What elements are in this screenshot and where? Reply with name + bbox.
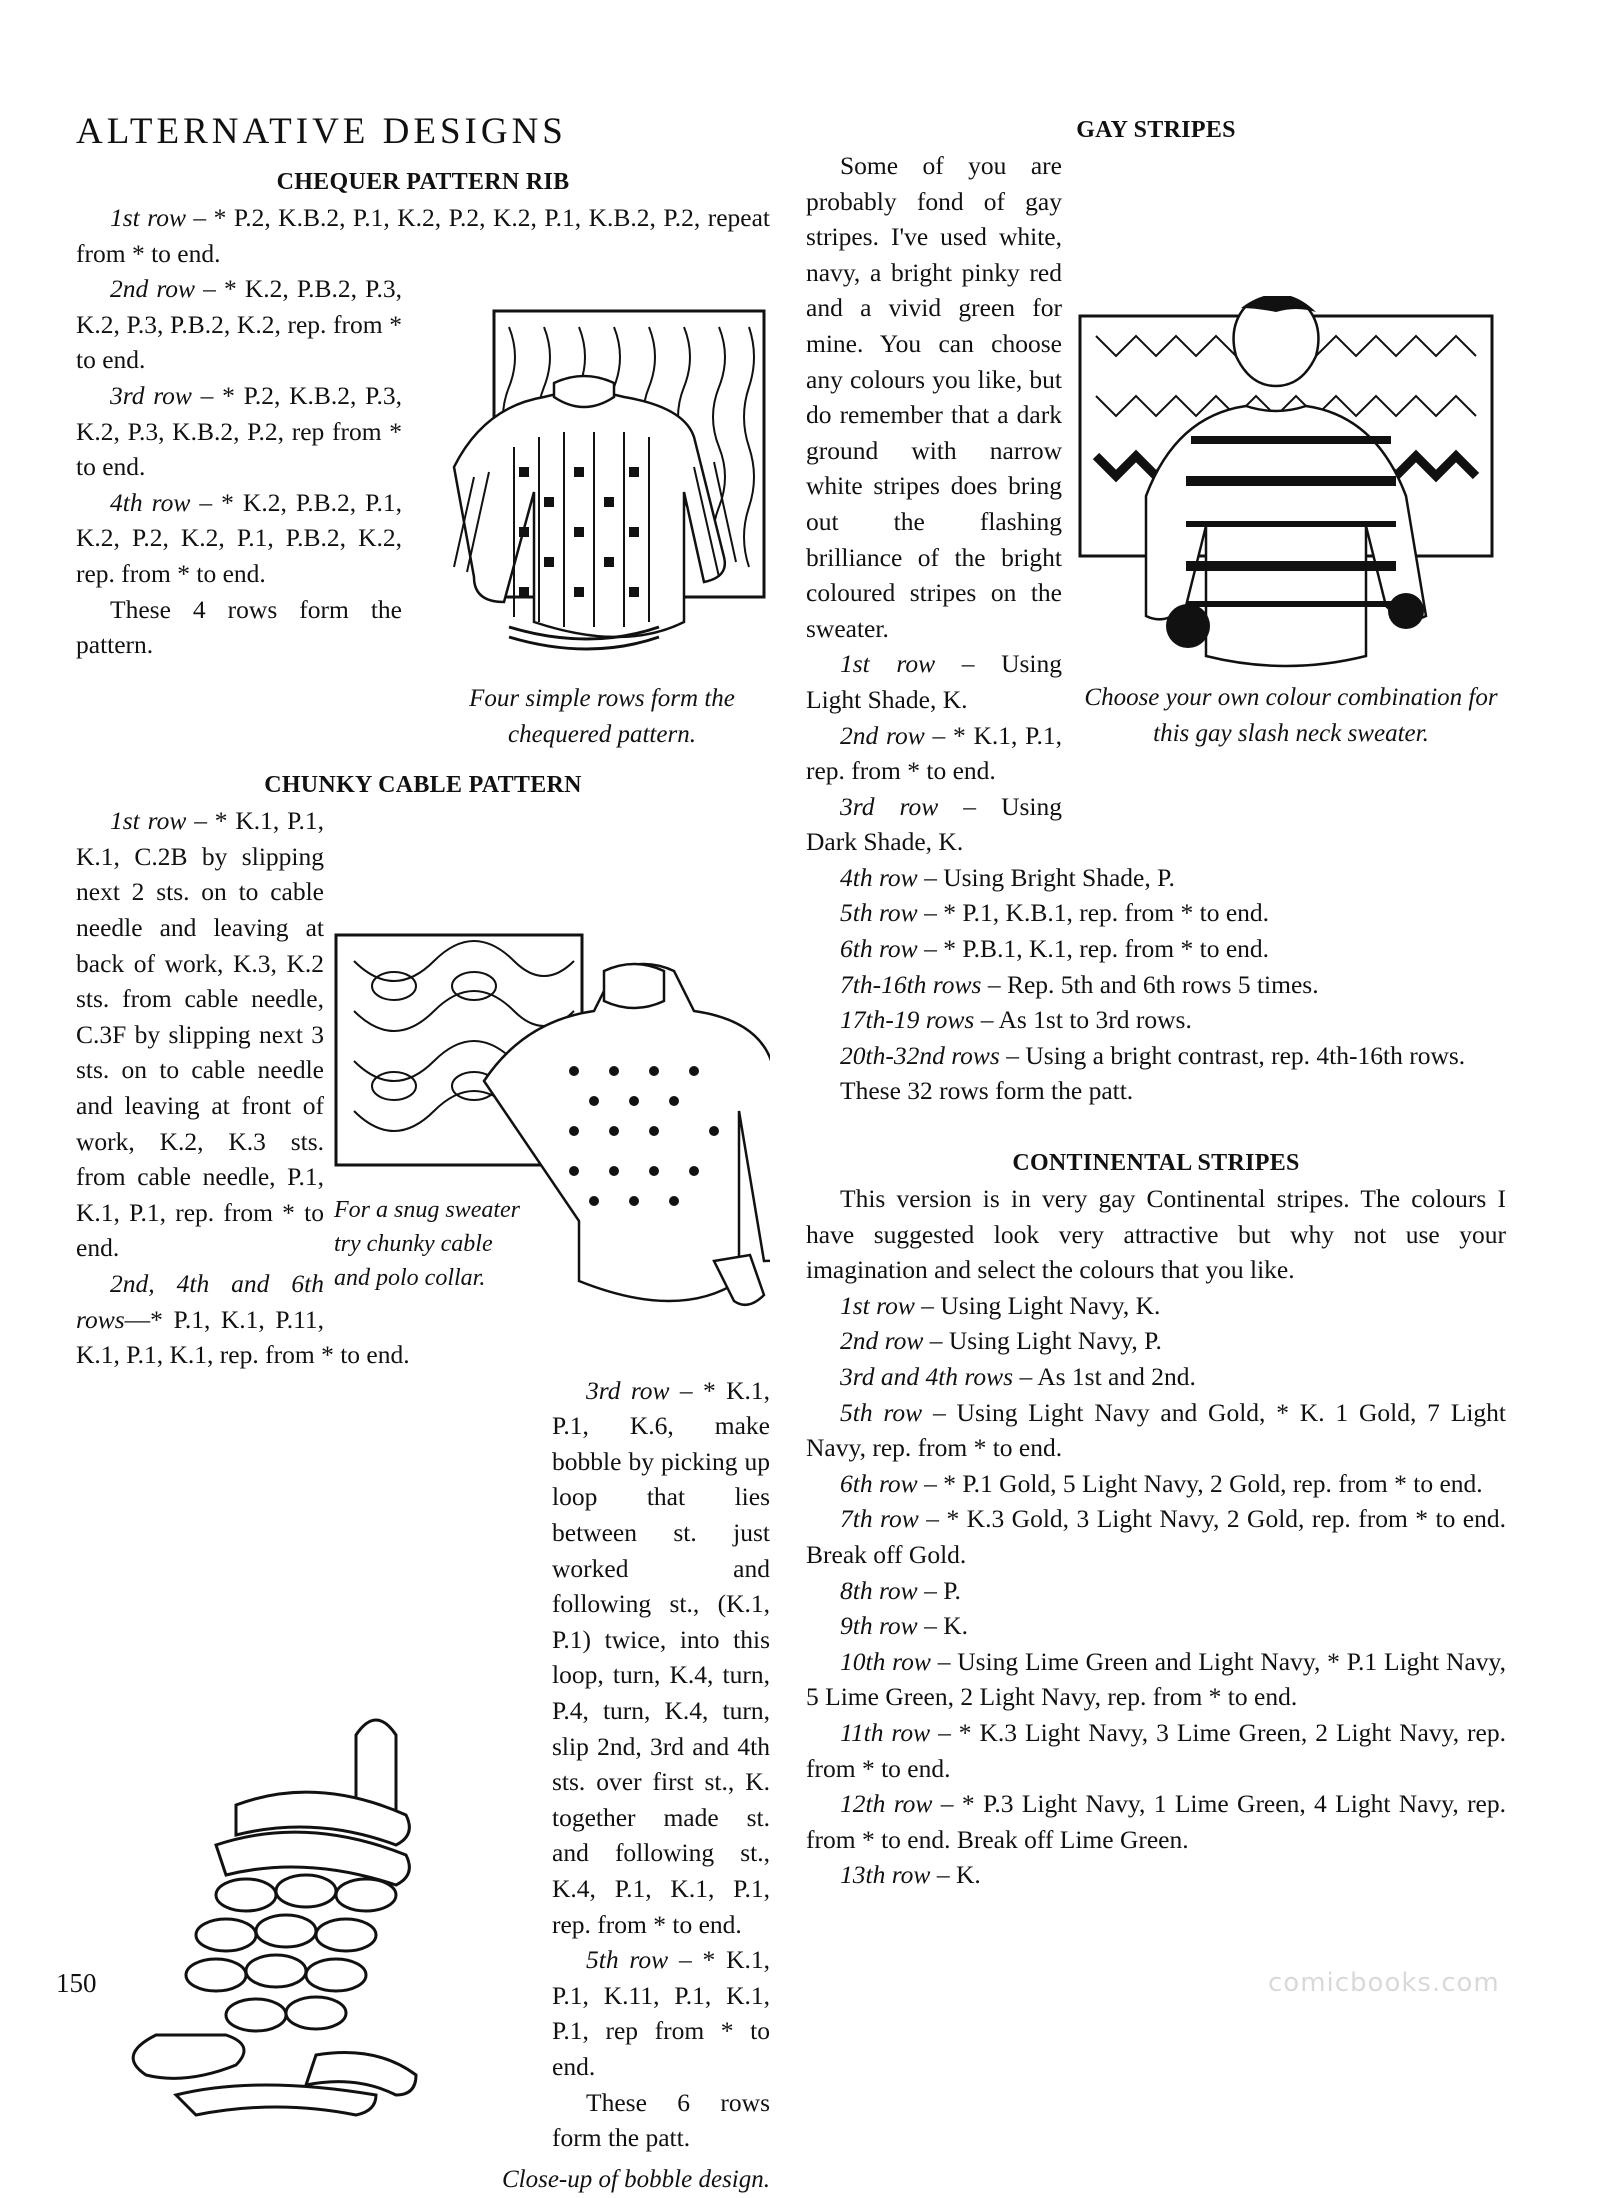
- row-text: – Using a bright contrast, rep. 4th-16th rows.: [999, 1040, 1466, 1070]
- row-label: 5th row: [586, 1945, 669, 1975]
- chunky-figure: [334, 931, 770, 1329]
- row-label: 8th row: [840, 1575, 918, 1605]
- gay-row-17: [806, 1002, 1506, 1038]
- page-title: ALTERNATIVE DESIGNS: [76, 111, 567, 152]
- row-text: – * P.3 Light Navy, 1 Lime Green, 4 Light Navy, rep. from * to end. Break off Lime Green.: [806, 1789, 1507, 1854]
- row-label: 20th-32nd rows: [840, 1040, 1000, 1070]
- row-text: – * K.1, P.1, K.1, C.2B by slipping next 2 sts. on to cable needle and leaving at back of work, K.3, K.2 sts. from cable needle, C.3F by slipping next 3 sts. on to cable needle and leaving at front of work, K.2, K.3 sts. from cable needle, P.1, K.1, P.1, rep. from * to end.: [76, 806, 324, 1263]
- row-text: —* P.1, K.1, P.11, K.1, P.1, K.1, rep. from * to end.: [76, 1304, 410, 1370]
- row-text: – K.: [917, 1611, 968, 1641]
- left-column: [76, 164, 770, 2198]
- row-text: – * K.2, P.B.2, P.3, K.2, P.3, P.B.2, K.2, rep. from * to end.: [76, 274, 402, 375]
- chequer-figure: [414, 307, 770, 749]
- row-label: 4th row: [840, 862, 918, 892]
- gay-caption: Choose your own colour combination for this gay slash neck sweater.: [1084, 684, 1498, 747]
- continental-row-7: [806, 1501, 1506, 1572]
- bobble-closeup-illustration: [76, 1695, 536, 2135]
- gay-figure: [1076, 296, 1506, 796]
- row-text: – * K.3 Light Navy, 3 Lime Green, 2 Light Navy, rep. from * to end.: [806, 1717, 1506, 1783]
- chunky-title: CHUNKY CABLE PATTERN: [264, 772, 582, 799]
- continental-row-9: [806, 1608, 1506, 1644]
- chequer-summary: These 4 rows form the pattern.: [76, 594, 402, 660]
- row-text: – * K.3 Gold, 3 Light Navy, 2 Gold, rep. from * to end. Break off Gold.: [806, 1504, 1506, 1569]
- continental-row-1: [806, 1288, 1506, 1324]
- row-text: – P.: [917, 1575, 961, 1605]
- row-text: – * K.1, P.1, K.11, P.1, K.1, P.1, rep from * to end.: [552, 1945, 770, 2081]
- row-text: – Using Dark Shade, K.: [806, 791, 1062, 857]
- chequer-title: CHEQUER PATTERN RIB: [276, 169, 570, 195]
- continental-title: CONTINENTAL STRIPES: [1012, 1150, 1300, 1177]
- gay-sweater-illustration: [1076, 296, 1506, 676]
- row-label: 13th row: [840, 1860, 931, 1890]
- row-text: – Using Bright Shade, P.: [917, 862, 1175, 892]
- row-text: – * K.1, P.1, rep. from * to end.: [806, 720, 1062, 786]
- page-number: 150: [56, 1968, 97, 1998]
- row-label: 5th row: [840, 898, 918, 928]
- row-label: 2nd row: [840, 1326, 924, 1356]
- chequer-row-1: [76, 200, 770, 271]
- row-label: 6th row: [840, 934, 918, 964]
- watermark: comicbooks.com: [1268, 1968, 1500, 1998]
- gay-row-4: [806, 860, 1506, 896]
- row-text: – K.: [930, 1860, 981, 1890]
- chunky-summary: These 6 rows form the patt.: [552, 2087, 770, 2153]
- chequer-sweater-illustration: [414, 307, 770, 667]
- gay-row-20: [806, 1038, 1506, 1074]
- continental-row-6: [806, 1466, 1506, 1502]
- row-label: 3rd row: [586, 1375, 670, 1405]
- row-label: 10th row: [840, 1646, 931, 1676]
- continental-row-3: [806, 1359, 1506, 1395]
- row-text: – Using Lime Green and Light Navy, * P.1 Light Navy, 5 Lime Green, 2 Light Navy, rep. from * to end.: [806, 1646, 1506, 1712]
- continental-row-10: [806, 1644, 1506, 1715]
- continental-row-8: [806, 1573, 1506, 1609]
- row-label: 1st row: [110, 203, 186, 232]
- row-text: – Using Light Navy and Gold, * K. 1 Gold, 7 Light Navy, rep. from * to end.: [806, 1397, 1506, 1463]
- row-label: 9th row: [840, 1611, 918, 1641]
- row-text: – As 1st and 2nd.: [1013, 1362, 1196, 1391]
- row-label: 4th row: [110, 487, 191, 517]
- chunky-caption: For a snug sweater try chunky cable and polo collar.: [334, 1197, 520, 1292]
- row-label: 1st row: [840, 649, 936, 679]
- row-text: – * P.2, K.B.2, P.1, K.2, P.2, K.2, P.1, K.B.2, P.2, repeat from * to end.: [76, 203, 770, 268]
- bobble-figure: [76, 1695, 536, 2135]
- row-text: – Rep. 5th and 6th rows 5 times.: [981, 969, 1319, 999]
- row-text: – Using Light Navy, P.: [923, 1326, 1162, 1356]
- row-text: – Using Light Shade, K.: [806, 649, 1062, 714]
- gay-row-6: [806, 931, 1506, 967]
- row-text: – * P.1, K.B.1, rep. from * to end.: [917, 898, 1270, 928]
- row-label: 17th-19 rows: [840, 1005, 975, 1035]
- row-label: 3rd and 4th rows: [840, 1362, 1014, 1391]
- gay-row-3: [806, 789, 1506, 860]
- row-label: 7th-16th rows: [840, 969, 982, 999]
- row-label: 3rd row: [110, 380, 192, 410]
- continental-row-11: [806, 1715, 1506, 1786]
- continental-row-12: [806, 1786, 1506, 1857]
- row-text: – * K.2, P.B.2, P.1, K.2, P.2, K.2, P.1, P.B.2, K.2, rep. from * to end.: [76, 487, 402, 588]
- row-label: 2nd row: [110, 274, 196, 304]
- row-text: – * P.2, K.B.2, P.3, K.2, P.3, K.B.2, P.2, rep from * to end.: [76, 380, 403, 482]
- gay-intro: Some of you are probably fond of gay stripes. I've used white, navy, a bright pinky red and a vivid green for mine. You can choose any colours you like, but do remember that a dark ground with narrow white stripes does bring out the flashing brilliance of the bright coloured stripes on the sweater.: [806, 151, 1062, 643]
- gay-title: GAY STRIPES: [1076, 117, 1236, 143]
- gay-summary: These 32 rows form the patt.: [840, 1076, 1134, 1106]
- row-text: – * K.1, P.1, K.6, make bobble by picking up loop that lies between st. just worked and following st., (K.1, P.1) twice, into this loop, turn, K.4, turn, P.4, turn, K.4, turn, slip 2nd, 3rd and 4th sts. over first st., K. together made st. and following st., K.4, P.1, K.1, P.1, rep. from * to end.: [552, 1375, 770, 1939]
- row-text: – Using Light Navy, K.: [914, 1290, 1161, 1320]
- continental-row-5: [806, 1395, 1506, 1466]
- right-column: [806, 112, 1506, 1893]
- row-label: 2nd row: [840, 720, 925, 750]
- row-text: – * P.B.1, K.1, rep. from * to end.: [917, 934, 1270, 964]
- row-text: – As 1st to 3rd rows.: [974, 1005, 1192, 1035]
- row-text: – * P.1 Gold, 5 Light Navy, 2 Gold, rep. from * to end.: [917, 1468, 1483, 1498]
- gay-row-7: [806, 967, 1506, 1003]
- continental-row-2: [806, 1323, 1506, 1359]
- closeup-caption: Close-up of bobble design.: [501, 2165, 770, 2193]
- row-label: 1st row: [840, 1290, 915, 1320]
- row-label: 5th row: [840, 1397, 923, 1427]
- row-label: 7th row: [840, 1504, 919, 1534]
- row-label: 12th row: [840, 1789, 933, 1819]
- gay-row-5: [806, 895, 1506, 931]
- chequer-caption: Four simple rows form the chequered pattern.: [469, 685, 735, 749]
- row-label: 6th row: [840, 1468, 918, 1498]
- continental-row-13: [806, 1857, 1506, 1893]
- row-label: 11th row: [840, 1717, 931, 1747]
- continental-intro: This version is in very gay Continental stripes. The colours I have suggested look very attractive but why not use your imagination and select the colours that you like.: [806, 1184, 1506, 1285]
- row-label: 2nd, 4th and 6th rows: [76, 1268, 324, 1334]
- row-label: 1st row: [110, 806, 187, 836]
- row-label: 3rd row: [840, 791, 939, 821]
